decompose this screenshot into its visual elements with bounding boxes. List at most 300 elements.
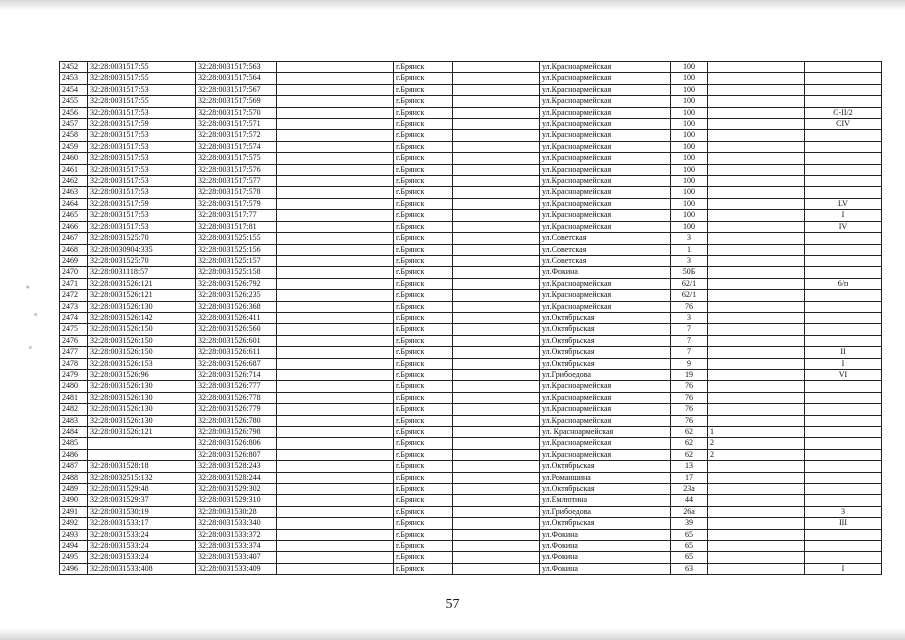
table-row — [60, 369, 882, 380]
empty-cell — [277, 461, 394, 472]
empty-cell — [453, 210, 540, 221]
row-number-cell: 2454 — [60, 84, 88, 95]
empty-cell — [277, 96, 394, 107]
city-cell: г.Брянск — [394, 415, 453, 426]
building-cell — [708, 255, 805, 266]
parent-cadastral-number-cell: 32:28:0031525:70 — [88, 255, 196, 266]
street-cell: ул.Красноармейская — [540, 119, 671, 130]
building-cell — [708, 153, 805, 164]
building-cell — [708, 541, 805, 552]
cadastral-number-cell: 32:28:0031517:569 — [196, 96, 277, 107]
cadastral-number-cell: 32:28:0031533:340 — [196, 518, 277, 529]
city-cell: г.Брянск — [394, 381, 453, 392]
house-number-cell: 7 — [671, 335, 708, 346]
parent-cadastral-number-cell — [88, 438, 196, 449]
building-cell — [708, 461, 805, 472]
premises-cell — [805, 244, 882, 255]
empty-cell — [277, 176, 394, 187]
city-cell: г.Брянск — [394, 119, 453, 130]
premises-cell — [805, 438, 882, 449]
row-number-cell: 2473 — [60, 301, 88, 312]
registry-table-body — [60, 62, 882, 575]
house-number-cell: 100 — [671, 153, 708, 164]
parent-cadastral-number-cell: 32:28:0031528:18 — [88, 461, 196, 472]
premises-cell — [805, 324, 882, 335]
premises-cell — [805, 84, 882, 95]
row-number-cell: 2455 — [60, 96, 88, 107]
parent-cadastral-number-cell: 32:28:0031525:70 — [88, 233, 196, 244]
city-cell: г.Брянск — [394, 96, 453, 107]
street-cell: ул.Красноармейская — [540, 381, 671, 392]
empty-cell — [453, 84, 540, 95]
building-cell — [708, 324, 805, 335]
street-cell: ул.Красноармейская — [540, 62, 671, 73]
house-number-cell: 63 — [671, 563, 708, 574]
row-number-cell: 2464 — [60, 198, 88, 209]
building-cell — [708, 119, 805, 130]
house-number-cell: 100 — [671, 84, 708, 95]
cadastral-number-cell: 32:28:0031517:576 — [196, 164, 277, 175]
house-number-cell: 62/1 — [671, 290, 708, 301]
parent-cadastral-number-cell: 32:28:0031517:53 — [88, 84, 196, 95]
house-number-cell: 100 — [671, 198, 708, 209]
row-number-cell: 2484 — [60, 427, 88, 438]
empty-cell — [453, 381, 540, 392]
row-number-cell: 2471 — [60, 278, 88, 289]
empty-cell — [277, 369, 394, 380]
premises-cell — [805, 427, 882, 438]
city-cell: г.Брянск — [394, 335, 453, 346]
empty-cell — [453, 153, 540, 164]
street-cell: ул.Красноармейская — [540, 290, 671, 301]
street-cell: ул.Красноармейская — [540, 141, 671, 152]
empty-cell — [453, 96, 540, 107]
city-cell: г.Брянск — [394, 267, 453, 278]
empty-cell — [277, 62, 394, 73]
empty-cell — [453, 392, 540, 403]
premises-cell — [805, 404, 882, 415]
parent-cadastral-number-cell: 32:28:0031517:55 — [88, 96, 196, 107]
house-number-cell: 100 — [671, 187, 708, 198]
house-number-cell: 100 — [671, 176, 708, 187]
row-number-cell: 2470 — [60, 267, 88, 278]
parent-cadastral-number-cell: 32:28:0031533:17 — [88, 518, 196, 529]
street-cell: ул.Красноармейская — [540, 278, 671, 289]
city-cell: г.Брянск — [394, 73, 453, 84]
row-number-cell: 2487 — [60, 461, 88, 472]
premises-cell — [805, 472, 882, 483]
table-row — [60, 563, 882, 574]
empty-cell — [277, 107, 394, 118]
row-number-cell: 2493 — [60, 529, 88, 540]
row-number-cell: 2492 — [60, 518, 88, 529]
street-cell: ул.Емлютина — [540, 495, 671, 506]
premises-cell — [805, 153, 882, 164]
house-number-cell: 76 — [671, 392, 708, 403]
empty-cell — [277, 233, 394, 244]
building-cell — [708, 518, 805, 529]
city-cell: г.Брянск — [394, 221, 453, 232]
house-number-cell: 100 — [671, 73, 708, 84]
street-cell: ул.Фокина — [540, 529, 671, 540]
premises-cell — [805, 62, 882, 73]
street-cell: ул.Октябрьская — [540, 461, 671, 472]
building-cell — [708, 107, 805, 118]
empty-cell — [453, 290, 540, 301]
building-cell — [708, 164, 805, 175]
parent-cadastral-number-cell: 32:28:0031517:53 — [88, 153, 196, 164]
city-cell: г.Брянск — [394, 255, 453, 266]
house-number-cell: 13 — [671, 461, 708, 472]
table-row — [60, 324, 882, 335]
empty-cell — [453, 267, 540, 278]
empty-cell — [277, 404, 394, 415]
city-cell: г.Брянск — [394, 529, 453, 540]
row-number-cell: 2482 — [60, 404, 88, 415]
cadastral-number-cell: 32:28:0031517:574 — [196, 141, 277, 152]
empty-cell — [453, 107, 540, 118]
empty-cell — [453, 335, 540, 346]
premises-cell — [805, 484, 882, 495]
city-cell: г.Брянск — [394, 233, 453, 244]
premises-cell — [805, 176, 882, 187]
premises-cell — [805, 233, 882, 244]
table-row — [60, 495, 882, 506]
empty-cell — [453, 244, 540, 255]
house-number-cell: 100 — [671, 221, 708, 232]
premises-cell — [805, 312, 882, 323]
city-cell: г.Брянск — [394, 506, 453, 517]
house-number-cell: 3 — [671, 233, 708, 244]
table-row — [60, 427, 882, 438]
parent-cadastral-number-cell: 32:28:0031517:53 — [88, 130, 196, 141]
empty-cell — [277, 495, 394, 506]
table-row — [60, 141, 882, 152]
house-number-cell: 62 — [671, 427, 708, 438]
city-cell: г.Брянск — [394, 552, 453, 563]
house-number-cell: 3 — [671, 312, 708, 323]
empty-cell — [453, 198, 540, 209]
table-row — [60, 233, 882, 244]
premises-cell: II — [805, 347, 882, 358]
premises-cell: I — [805, 210, 882, 221]
empty-cell — [277, 278, 394, 289]
building-cell — [708, 62, 805, 73]
cadastral-number-cell: 32:28:0031533:407 — [196, 552, 277, 563]
house-number-cell: 65 — [671, 529, 708, 540]
building-cell — [708, 312, 805, 323]
parent-cadastral-number-cell: 32:28:0031526:130 — [88, 392, 196, 403]
building-cell — [708, 301, 805, 312]
cadastral-number-cell: 32:28:0031526:235 — [196, 290, 277, 301]
city-cell: г.Брянск — [394, 301, 453, 312]
parent-cadastral-number-cell: 32:28:0031517:55 — [88, 73, 196, 84]
parent-cadastral-number-cell: 32:28:0031526:130 — [88, 381, 196, 392]
city-cell: г.Брянск — [394, 324, 453, 335]
house-number-cell: 100 — [671, 119, 708, 130]
table-row — [60, 187, 882, 198]
street-cell: ул.Красноармейская — [540, 438, 671, 449]
empty-cell — [277, 541, 394, 552]
cadastral-number-cell: 32:28:0031526:777 — [196, 381, 277, 392]
parent-cadastral-number-cell: 32:28:0030904:335 — [88, 244, 196, 255]
street-cell: ул.Красноармейская — [540, 164, 671, 175]
row-number-cell: 2460 — [60, 153, 88, 164]
parent-cadastral-number-cell: 32:28:0031533:24 — [88, 529, 196, 540]
building-cell — [708, 73, 805, 84]
parent-cadastral-number-cell: 32:28:0031526:150 — [88, 335, 196, 346]
table-row — [60, 210, 882, 221]
cadastral-number-cell: 32:28:0031526:792 — [196, 278, 277, 289]
cadastral-number-cell: 32:28:0031528:243 — [196, 461, 277, 472]
empty-cell — [277, 198, 394, 209]
table-row — [60, 73, 882, 84]
parent-cadastral-number-cell: 32:28:0031517:59 — [88, 119, 196, 130]
house-number-cell: 100 — [671, 210, 708, 221]
house-number-cell: 62 — [671, 449, 708, 460]
parent-cadastral-number-cell: 32:28:0031517:53 — [88, 210, 196, 221]
city-cell: г.Брянск — [394, 449, 453, 460]
street-cell: ул.Красноармейская — [540, 187, 671, 198]
premises-cell — [805, 381, 882, 392]
row-number-cell: 2491 — [60, 506, 88, 517]
city-cell: г.Брянск — [394, 347, 453, 358]
empty-cell — [277, 221, 394, 232]
building-cell — [708, 404, 805, 415]
table-row — [60, 381, 882, 392]
street-cell: ул.Красноармейская — [540, 301, 671, 312]
premises-cell: I — [805, 358, 882, 369]
city-cell: г.Брянск — [394, 518, 453, 529]
empty-cell — [453, 529, 540, 540]
city-cell: г.Брянск — [394, 164, 453, 175]
building-cell — [708, 495, 805, 506]
empty-cell — [453, 461, 540, 472]
table-row — [60, 221, 882, 232]
cadastral-number-cell: 32:28:0031529:302 — [196, 484, 277, 495]
empty-cell — [277, 153, 394, 164]
table-row — [60, 518, 882, 529]
house-number-cell: 19 — [671, 369, 708, 380]
row-number-cell: 2476 — [60, 335, 88, 346]
cadastral-number-cell: 32:28:0031526:611 — [196, 347, 277, 358]
row-number-cell: 2494 — [60, 541, 88, 552]
row-number-cell: 2474 — [60, 312, 88, 323]
city-cell: г.Брянск — [394, 495, 453, 506]
empty-cell — [453, 541, 540, 552]
city-cell: г.Брянск — [394, 153, 453, 164]
empty-cell — [453, 427, 540, 438]
cadastral-number-cell: 32:28:0031526:687 — [196, 358, 277, 369]
empty-cell — [277, 290, 394, 301]
house-number-cell: 1 — [671, 244, 708, 255]
parent-cadastral-number-cell: 32:28:0031526:121 — [88, 290, 196, 301]
cadastral-number-cell: 32:28:0031526:411 — [196, 312, 277, 323]
parent-cadastral-number-cell: 32:28:0031517:53 — [88, 176, 196, 187]
building-cell — [708, 221, 805, 232]
empty-cell — [277, 119, 394, 130]
empty-cell — [453, 176, 540, 187]
cadastral-number-cell: 32:28:0031526:368 — [196, 301, 277, 312]
building-cell — [708, 210, 805, 221]
table-row — [60, 278, 882, 289]
row-number-cell: 2453 — [60, 73, 88, 84]
street-cell: ул.Красноармейская — [540, 198, 671, 209]
city-cell: г.Брянск — [394, 369, 453, 380]
empty-cell — [453, 312, 540, 323]
cadastral-number-cell: 32:28:0031517:578 — [196, 187, 277, 198]
row-number-cell: 2461 — [60, 164, 88, 175]
house-number-cell: 100 — [671, 164, 708, 175]
premises-cell — [805, 73, 882, 84]
empty-cell — [453, 187, 540, 198]
cadastral-number-cell: 32:28:0031517:575 — [196, 153, 277, 164]
street-cell: ул.Грибоедова — [540, 506, 671, 517]
street-cell: ул.Октябрьская — [540, 518, 671, 529]
premises-cell — [805, 415, 882, 426]
city-cell: г.Брянск — [394, 541, 453, 552]
page-number: 57 — [445, 597, 460, 612]
empty-cell — [277, 301, 394, 312]
empty-cell — [453, 62, 540, 73]
table-row — [60, 153, 882, 164]
street-cell: ул.Красноармейская — [540, 153, 671, 164]
row-number-cell: 2483 — [60, 415, 88, 426]
table-row — [60, 301, 882, 312]
empty-cell — [277, 381, 394, 392]
cadastral-number-cell: 32:28:0031525:156 — [196, 244, 277, 255]
empty-cell — [453, 347, 540, 358]
parent-cadastral-number-cell: 32:28:0031533:24 — [88, 552, 196, 563]
empty-cell — [453, 255, 540, 266]
street-cell: ул.Красноармейская — [540, 221, 671, 232]
city-cell: г.Брянск — [394, 563, 453, 574]
cadastral-number-cell: 32:28:0031526:714 — [196, 369, 277, 380]
city-cell: г.Брянск — [394, 107, 453, 118]
table-row — [60, 255, 882, 266]
city-cell: г.Брянск — [394, 84, 453, 95]
building-cell — [708, 233, 805, 244]
cadastral-number-cell: 32:28:0031517:564 — [196, 73, 277, 84]
row-number-cell: 2486 — [60, 449, 88, 460]
parent-cadastral-number-cell: 32:28:0031526:121 — [88, 427, 196, 438]
empty-cell — [277, 472, 394, 483]
house-number-cell: 65 — [671, 541, 708, 552]
table-row — [60, 529, 882, 540]
cadastral-number-cell: 32:28:0031528:244 — [196, 472, 277, 483]
parent-cadastral-number-cell: 32:28:0031526:130 — [88, 404, 196, 415]
row-number-cell: 2456 — [60, 107, 88, 118]
table-row — [60, 267, 882, 278]
table-row — [60, 107, 882, 118]
street-cell: ул.Красноармейская — [540, 392, 671, 403]
empty-cell — [453, 358, 540, 369]
empty-cell — [277, 312, 394, 323]
parent-cadastral-number-cell: 32:28:0031517:59 — [88, 198, 196, 209]
table-row — [60, 484, 882, 495]
cadastral-number-cell: 32:28:0031533:374 — [196, 541, 277, 552]
street-cell: ул.Красноармейская — [540, 107, 671, 118]
building-cell — [708, 335, 805, 346]
table-row — [60, 119, 882, 130]
premises-cell — [805, 255, 882, 266]
city-cell: г.Брянск — [394, 210, 453, 221]
street-cell: ул.Красноармейская — [540, 130, 671, 141]
empty-cell — [453, 119, 540, 130]
cadastral-number-cell: 32:28:0031526:778 — [196, 392, 277, 403]
premises-cell — [805, 96, 882, 107]
street-cell: ул.Советская — [540, 255, 671, 266]
premises-cell — [805, 392, 882, 403]
table-row — [60, 84, 882, 95]
premises-cell: С-II/2 — [805, 107, 882, 118]
empty-cell — [277, 73, 394, 84]
street-cell: ул.Красноармейская — [540, 210, 671, 221]
empty-cell — [453, 552, 540, 563]
street-cell: ул.Фокина — [540, 267, 671, 278]
empty-cell — [277, 187, 394, 198]
empty-cell — [453, 73, 540, 84]
house-number-cell: 44 — [671, 495, 708, 506]
street-cell: ул.Октябрьская — [540, 324, 671, 335]
premises-cell — [805, 267, 882, 278]
premises-cell — [805, 130, 882, 141]
cadastral-number-cell: 32:28:0031530:28 — [196, 506, 277, 517]
cadastral-number-cell: 32:28:0031526:560 — [196, 324, 277, 335]
table-row — [60, 415, 882, 426]
empty-cell — [453, 130, 540, 141]
cadastral-number-cell: 32:28:0031525:157 — [196, 255, 277, 266]
premises-cell — [805, 529, 882, 540]
table-row — [60, 244, 882, 255]
house-number-cell: 23а — [671, 484, 708, 495]
premises-cell — [805, 541, 882, 552]
building-cell — [708, 130, 805, 141]
cadastral-number-cell: 32:28:0031525:155 — [196, 233, 277, 244]
premises-cell — [805, 301, 882, 312]
house-number-cell: 62/1 — [671, 278, 708, 289]
cadastral-number-cell: 32:28:0031517:563 — [196, 62, 277, 73]
street-cell: ул.Фокина — [540, 552, 671, 563]
parent-cadastral-number-cell: 32:28:0031517:55 — [88, 62, 196, 73]
parent-cadastral-number-cell: 32:28:0031526:153 — [88, 358, 196, 369]
house-number-cell: 17 — [671, 472, 708, 483]
table-row — [60, 461, 882, 472]
row-number-cell: 2490 — [60, 495, 88, 506]
scan-top-edge — [0, 0, 905, 10]
empty-cell — [277, 324, 394, 335]
city-cell: г.Брянск — [394, 461, 453, 472]
street-cell: ул.Октябрьская — [540, 312, 671, 323]
city-cell: г.Брянск — [394, 278, 453, 289]
table-row — [60, 164, 882, 175]
street-cell: ул. Красноармейская — [540, 427, 671, 438]
row-number-cell: 2467 — [60, 233, 88, 244]
city-cell: г.Брянск — [394, 130, 453, 141]
premises-cell: IV — [805, 221, 882, 232]
house-number-cell: 26а — [671, 506, 708, 517]
building-cell — [708, 506, 805, 517]
row-number-cell: 2466 — [60, 221, 88, 232]
premises-cell — [805, 461, 882, 472]
house-number-cell: 76 — [671, 301, 708, 312]
row-number-cell: 2472 — [60, 290, 88, 301]
cadastral-number-cell: 32:28:0031517:572 — [196, 130, 277, 141]
parent-cadastral-number-cell: 32:28:0031517:53 — [88, 141, 196, 152]
empty-cell — [277, 484, 394, 495]
row-number-cell: 2465 — [60, 210, 88, 221]
cadastral-number-cell: 32:28:0031526:601 — [196, 335, 277, 346]
